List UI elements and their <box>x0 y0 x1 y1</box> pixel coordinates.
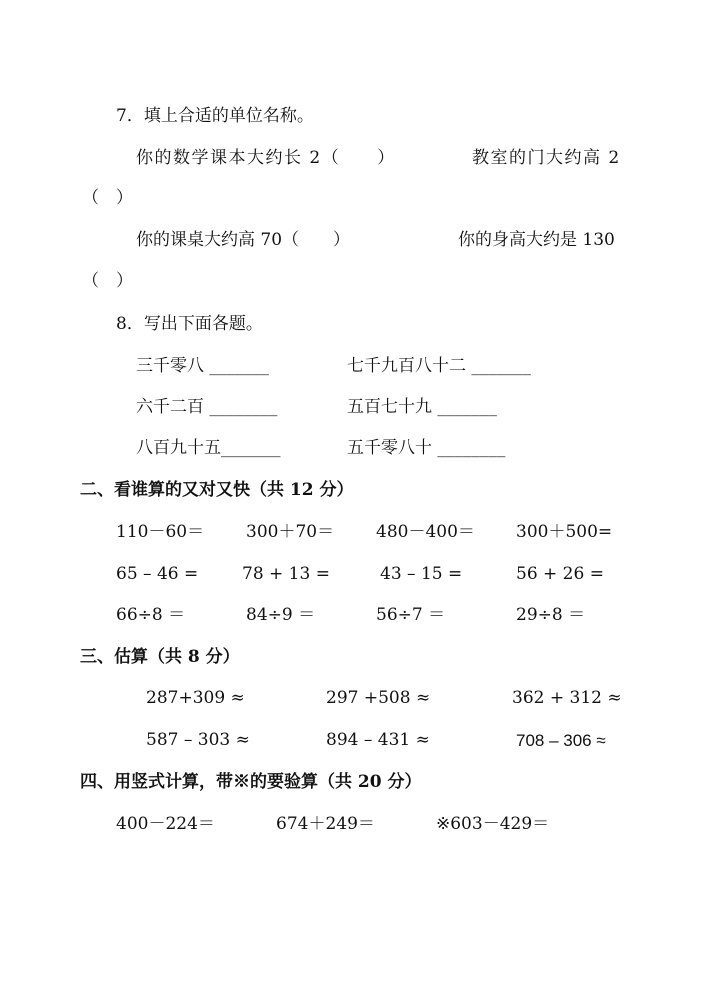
section-4-heading: 四、用竖式计算，带※的要验算（共 20 分） <box>80 772 422 792</box>
q8-item: 七千九百八十二 _______ <box>347 356 531 376</box>
q7-line2-unit-blank: （ ） <box>82 271 133 291</box>
vertical-calc-item: 674＋249＝ <box>276 814 375 834</box>
q7-line1-textbook: 你的数学课本大约长 2（ ） <box>136 148 396 168</box>
vertical-calc-item: ※603－429＝ <box>436 814 550 834</box>
calc-item: 110－60＝ <box>116 522 205 542</box>
q7-title: 7．填上合适的单位名称。 <box>116 106 314 126</box>
q8-item: 三千零八 _______ <box>136 356 269 376</box>
section-2-heading: 二、看谁算的又对又快（共 12 分） <box>80 480 354 500</box>
calc-item: 29÷8 ＝ <box>516 605 586 625</box>
q8-item: 五百七十九 _______ <box>347 397 497 417</box>
calc-item: 300＋500= <box>516 522 613 542</box>
estimate-item: 287+309 ≈ <box>146 688 245 708</box>
estimate-item: 297 +508 ≈ <box>326 688 431 708</box>
section-3-heading: 三、估算（共 8 分） <box>80 647 240 667</box>
calc-item: 300＋70＝ <box>246 522 335 542</box>
calc-item: 56÷7 ＝ <box>376 605 446 625</box>
q8-item: 八百九十五_______ <box>136 438 281 458</box>
calc-item: 65 – 46 = <box>116 564 199 584</box>
calc-item: 56 + 26 = <box>516 564 604 584</box>
vertical-calc-item: 400－224＝ <box>116 814 215 834</box>
q7-line1-unit-blank: （ ） <box>82 188 133 208</box>
calc-item: 43 – 15 = <box>380 564 463 584</box>
estimate-item: 587 – 303 ≈ <box>146 730 250 750</box>
q8-item: 六千二百 ________ <box>136 397 278 417</box>
q8-item: 五千零八十 ________ <box>347 438 506 458</box>
q7-line1-door: 教室的门大约高 2 <box>472 148 621 168</box>
calc-item: 78 + 13 = <box>242 564 330 584</box>
q7-line2-height: 你的身高大约是 130 <box>458 230 615 250</box>
estimate-item: 362 + 312 ≈ <box>512 688 622 708</box>
calc-item: 84÷9 ＝ <box>246 605 316 625</box>
calc-item: 480－400＝ <box>376 522 475 542</box>
estimate-item: 894 – 431 ≈ <box>326 730 430 750</box>
q8-title: 8．写出下面各题。 <box>116 314 263 334</box>
estimate-item: 708 – 306 ≈ <box>516 731 606 750</box>
calc-item: 66÷8 ＝ <box>116 605 186 625</box>
q7-line2-desk: 你的课桌大约高 70（ ） <box>136 230 351 250</box>
